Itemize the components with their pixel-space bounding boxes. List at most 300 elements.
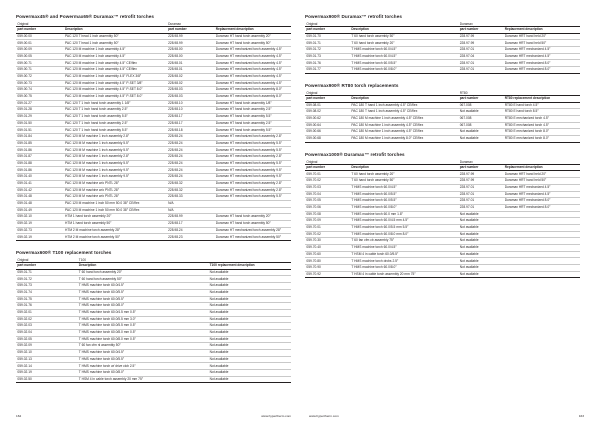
cell-description: PAC 120 M M machine 1 inch assembly 5.5°	[64, 140, 130, 145]
table-row	[305, 67, 580, 74]
cell-replacement-description: Duramax HT mechanized torch assembly 2.8°	[215, 181, 282, 185]
table-row	[16, 100, 291, 107]
table-title: Powermax600® T100 replacement torches	[16, 250, 112, 256]
cell-description: T HMS machine torch 60.0/8.0 mm 0.5°	[78, 330, 136, 335]
cell-replacement-part-number: 228.97.04	[459, 53, 475, 58]
cell-part-number: 059.00.74	[17, 87, 32, 92]
cell-description: T HMS machine torch 60.0/8.0°	[351, 205, 397, 210]
cell-replacement-description: RT80 E mechanized torch 8.0°	[504, 129, 549, 134]
cell-part-number: 059.70.02	[306, 178, 321, 183]
cell-replacement-part-number: 228.98.24	[168, 160, 183, 165]
cell-description: HTM 2 M machine torch assembly 28°	[64, 227, 121, 232]
rt80-table	[305, 91, 580, 143]
column-header-replacement-description: Replacement description	[503, 27, 580, 33]
cell-description: T HSM 4 in cable torch assembly 20 mm 75°	[351, 271, 416, 276]
column-header-replacement-description: RT80 replacement description	[503, 96, 580, 102]
cell-replacement: Not available	[209, 330, 229, 335]
table-row	[305, 218, 580, 225]
table-row	[305, 224, 580, 231]
cell-description: PAC 120 T 1 inch hand torch assembly 5.5°	[64, 114, 128, 119]
table-title: Powermax1000® Duramax™ retrofit torches	[305, 151, 405, 157]
table-row	[16, 269, 291, 276]
cell-replacement-description	[503, 218, 580, 225]
cell-replacement-part-number: Not available	[459, 136, 479, 141]
cell-replacement-description: Duramax HT mechanized torch assembly 8.0°	[215, 94, 282, 99]
cell-description: PAC 120 T 1 inch hand torch assembly 2.5°	[64, 107, 128, 112]
cell-part-number: 059.00.73	[17, 80, 32, 85]
cell-description: PAC 120 M machine 1 inch assembly 4.5° CE/flex	[64, 60, 137, 65]
cell-replacement-part-number: Not available	[459, 218, 479, 223]
cell-replacement: Not available	[209, 303, 229, 308]
cell-description: PAC 120 M machine 1 inch assembly 4.5°	[64, 53, 126, 58]
cell-replacement-description: Duramax HRT mechanized 4.5°	[504, 184, 551, 189]
cell-replacement: Not available	[209, 289, 229, 294]
cell-replacement-part-number: 228.98.24	[168, 134, 183, 139]
cell-replacement: Not available	[209, 283, 229, 288]
cell-description: PAC 180 M machine 1 inch assembly 4.5° CE/flex	[351, 122, 424, 127]
table-body	[305, 102, 580, 142]
group-header-original: Original	[306, 159, 318, 164]
cell-description: T HMS machine torch 60.0/4.5°	[351, 53, 397, 58]
cell-replacement-description: Duramax HRT hand held 20°	[504, 33, 547, 38]
cell-replacement-description	[503, 224, 580, 231]
cell-part-number: 059.00.64	[306, 122, 321, 127]
cell-replacement-description: Duramax HT mechanized torch assembly 5.5°	[215, 147, 282, 152]
cell-description: T HMS machine torch 60.0/4.5°	[78, 283, 125, 288]
cell-replacement-part-number: 228.97.99	[459, 40, 475, 45]
cell-replacement-part-number: 228.97.99	[459, 33, 475, 38]
cell-replacement-description: RT80 E mechanized torch 4.5°	[504, 122, 549, 127]
table-title: Powermax900® Duramax™ retrofit torches	[305, 14, 403, 19]
cell-replacement-part-number: N/A	[168, 201, 174, 206]
cell-replacement-part-number: 228.98.00	[168, 47, 183, 52]
table-block-powermax45-duramax-retrofit	[16, 14, 291, 241]
cell-description: T HMS machine torch w/ drive clcb 2.5°	[78, 363, 136, 368]
cell-part-number: 059.00.71	[17, 67, 32, 72]
cell-part-number: 059.01.48	[17, 201, 32, 206]
table-row	[16, 67, 291, 74]
cell-description: PAC 120 T head 1 inch assembly 50°	[64, 40, 119, 45]
cell-description: PAC 120 M machine 1 inch assembly 4.5° CE/flex	[64, 67, 137, 72]
cell-description: PAC 120 M M machine 1 inch assembly 5.5°	[64, 160, 130, 165]
cell-replacement-description: Duramax HT mechanized torch assembly 5.5°	[215, 160, 282, 165]
cell-replacement-part-number: 228.98.23	[168, 234, 183, 239]
table-row	[16, 303, 291, 310]
footer-left	[16, 414, 291, 418]
cell-replacement-part-number: Not available	[459, 271, 479, 276]
cell-part-number: 059.00.09	[17, 47, 32, 52]
replacement-table	[16, 258, 291, 384]
cell-replacement-part-number: Not available	[459, 225, 479, 230]
table-row	[305, 47, 580, 54]
column-header-replacement-part-number: part number	[458, 165, 503, 171]
cell-part-number: 059.01.70	[306, 33, 321, 38]
table-row	[16, 207, 291, 214]
cell-description: T HMS machine torch 60.0/5.5 mm 3.0°	[78, 316, 136, 321]
table-row	[305, 33, 580, 40]
cell-description: PAC 180 T hand 1 inch assembly 4.5° CE/flex	[351, 109, 418, 114]
column-header-part-number: part number	[305, 165, 350, 171]
cell-replacement-part-number: 228.98.10	[168, 107, 183, 112]
table-row	[16, 87, 291, 94]
cell-description: PAC 180 T hand 1 inch assembly 4.5° CE/flex	[351, 102, 418, 107]
cell-replacement-description: Duramax HRT mechanized 8.0°	[504, 67, 551, 72]
cell-part-number: 059.08.02	[306, 109, 321, 114]
table-row	[16, 154, 291, 161]
cell-replacement: Not available	[209, 370, 229, 375]
column-header-description: Description	[350, 165, 458, 171]
cell-replacement-part-number: 228.97.01	[459, 198, 475, 203]
cell-part-number: 059.01.72	[306, 47, 321, 52]
cell-replacement-part-number: 228.98.02	[168, 80, 183, 85]
column-header-part-number: part number	[305, 27, 350, 33]
table-row	[16, 53, 291, 60]
group-header-original: Original	[306, 90, 318, 95]
cell-part-number: 059.01.77	[306, 67, 321, 72]
table-row	[16, 107, 291, 114]
table-row	[16, 227, 291, 234]
cell-replacement-part-number: 228.98.99	[168, 33, 183, 38]
cell-part-number: 059.01.88	[17, 160, 32, 165]
cell-replacement-part-number: 228.97.99	[459, 171, 475, 176]
cell-part-number: 059.01.73	[17, 283, 32, 288]
cell-part-number: 059.00.62	[306, 116, 321, 121]
cell-part-number: 059.01.28	[17, 107, 32, 112]
cell-replacement-part-number: 228.97.01	[459, 191, 475, 196]
cell-description: T HMS machine torch 60.0/8.0°	[351, 265, 397, 270]
cell-replacement-description: Duramax HRT mechanized 4.5°	[504, 47, 551, 52]
cell-description: T HMS machine torch 60.0/5.5°	[78, 289, 125, 294]
cell-replacement-description: Duramax HT mechanized torch assembly 5.5°	[215, 194, 282, 199]
table-row	[16, 167, 291, 174]
cell-part-number: 059.02.10	[17, 214, 32, 219]
cell-replacement-part-number: 228.98.17	[168, 114, 183, 119]
cell-replacement-description	[214, 207, 291, 214]
cell-description: PAC 120 M machine 1 inch assembly 4.5° P-SET 3/8°	[64, 80, 143, 85]
table-row	[16, 343, 291, 350]
cell-replacement-part-number: 228.97.01	[459, 205, 475, 210]
cell-part-number: 059.70.06	[306, 205, 321, 210]
cell-description: T HMS machine torch 60.0/4.5°	[351, 47, 397, 52]
cell-replacement: Not available	[209, 336, 229, 341]
cell-part-number: 059.01.29	[17, 114, 32, 119]
table-row	[16, 140, 291, 147]
cell-replacement-description: Duramax HT hand torch assembly 50°	[215, 221, 271, 226]
cell-description: T HMS machine torch 60.0 mm 1.8°	[351, 211, 403, 216]
cell-description: T HMS machine torch 60.0/8.0°	[78, 303, 125, 308]
cell-description: PAC 180 M machine 1 inch assembly 4.5° CE/flex	[351, 116, 424, 121]
table-row	[305, 102, 580, 109]
cell-description: PAC 180 M machine 1 inch assembly 8.0° CE/flex	[351, 136, 424, 141]
cell-replacement-description	[503, 245, 580, 252]
cell-replacement-description: Duramax HT mechanized torch assembly 2.8°	[215, 154, 282, 159]
cell-part-number: 059.00.75	[17, 94, 32, 99]
table-row	[16, 60, 291, 67]
cell-part-number: 059.00.71	[17, 60, 32, 65]
cell-replacement-part-number: Not available	[459, 245, 479, 250]
cell-replacement: Not available	[209, 323, 229, 328]
column-header-part-number: part number	[16, 27, 64, 33]
cell-replacement-part-number: 067.008	[459, 102, 472, 107]
cell-part-number: 059.01.27	[17, 100, 32, 105]
cell-replacement-part-number: Not available	[459, 258, 479, 263]
cell-replacement-part-number: 228.98.17	[168, 120, 183, 125]
cell-replacement-part-number: 067.008	[459, 122, 472, 127]
cell-part-number: 059.01.48	[17, 194, 32, 199]
table-body	[16, 269, 291, 383]
cell-part-number: 059.70.09	[306, 218, 321, 223]
retrofit-table	[305, 159, 580, 278]
cell-replacement: Not available	[209, 356, 229, 361]
cell-replacement-part-number: 228.98.24	[168, 140, 183, 145]
column-header-description: Description	[350, 96, 458, 102]
cell-part-number: 059.70.08	[306, 211, 321, 216]
footer-right	[309, 414, 584, 418]
cell-part-number: 059.01.71	[17, 269, 32, 274]
cell-replacement: Not available	[209, 343, 229, 348]
cell-part-number: 059.02.14	[17, 363, 32, 368]
cell-replacement-description: Duramax HRT hand held 50°	[504, 178, 547, 183]
table-row	[16, 194, 291, 201]
table-row	[16, 234, 291, 241]
cell-part-number: 059.70.02	[306, 231, 321, 236]
cell-description: PAC 180 M machine 1 inch assembly 4.5° CE/flex	[351, 129, 424, 134]
cell-part-number: 059.02.01	[17, 310, 32, 315]
cell-description: PAC 120 T 1 inch hand torch assembly 2.5°	[64, 120, 128, 125]
group-header-t100: T100	[78, 257, 87, 262]
cell-part-number: 059.70.01	[306, 225, 321, 230]
cell-part-number: 059.70.04	[306, 191, 321, 196]
table-row	[16, 33, 291, 40]
cell-description: PAC 120 M machine 1 inch assembly 4.5° P-SET 8.0°	[64, 94, 143, 99]
table-row	[16, 80, 291, 87]
column-header-replacement-part-number: part number	[458, 96, 503, 102]
cell-description: T 60 hand torch assembly 20°	[351, 171, 395, 176]
table-row	[305, 258, 580, 265]
cell-replacement: Not available	[209, 296, 229, 301]
cell-part-number: 059.08.01	[306, 102, 321, 107]
table-row	[16, 47, 291, 54]
cell-replacement-part-number: 228.98.24	[168, 154, 183, 159]
cell-description: PAC 120 M machine 1 inch assembly 4.5° P-SET 8.0°	[64, 87, 143, 92]
table-row	[305, 191, 580, 198]
group-header-rt80: RT80	[459, 90, 468, 95]
cell-part-number: 059.01.72	[17, 276, 32, 281]
cell-replacement-description: Duramax HRT mechanized 4.5°	[504, 53, 551, 58]
cell-replacement-description: Duramax HT mechanized torch assembly 2.8°	[215, 134, 282, 139]
cell-replacement-description: Duramax HT mechanized torch assembly 9.5°	[215, 167, 282, 172]
cell-replacement-description: Duramax HT hand torch assembly 5.5°	[215, 127, 272, 132]
cell-replacement-part-number: 228.98.24	[168, 167, 183, 172]
cell-description: T HMS machine torch 60.0/5.5°	[351, 191, 397, 196]
cell-description: PAC 120 M M machine 1 inch assembly 5.5°	[64, 147, 130, 152]
cell-part-number: 059.70.03	[306, 184, 321, 189]
column-header-replacement: T100 replacement description	[208, 263, 291, 269]
column-header-replacement-description: Replacement description	[503, 165, 580, 171]
cell-part-number: 059.70.40	[306, 245, 321, 250]
group-header-duramax: Duramax	[459, 21, 473, 26]
cell-description: HTM 1 hand torch assembly 20°	[64, 214, 112, 219]
cell-replacement-part-number: Not available	[459, 265, 479, 270]
cell-part-number: 059.01.50	[17, 120, 32, 125]
cell-replacement-part-number: 228.98.03	[168, 94, 183, 99]
cell-description: PAC 120 M machine 1 inch assembly 4.5° FLEX 3/8°	[64, 74, 142, 78]
column-header-part-number: part number	[16, 263, 77, 269]
cell-replacement-description	[503, 265, 580, 272]
cell-part-number: 059.00.01	[17, 40, 32, 45]
cell-replacement-part-number: 228.98.24	[168, 147, 183, 152]
table-row	[305, 211, 580, 218]
table-body	[305, 33, 580, 73]
table-row	[305, 178, 580, 185]
table-row	[16, 296, 291, 303]
cell-replacement-description: Duramax HT hand torch assembly 20°	[215, 214, 271, 219]
cell-replacement-description: Duramax HT mechanized torch assembly 5.5°	[215, 140, 282, 145]
group-header-original: Original	[306, 21, 318, 26]
table-row	[16, 113, 291, 120]
cell-description: T HMS machine torch 60.0/4.5°	[78, 350, 125, 355]
cell-replacement-description: Duramax HT mechanized torch assembly 2.8°	[215, 187, 282, 192]
cell-part-number: 059.02.50	[17, 376, 32, 381]
cell-description: T 60 hand torch assembly 50°	[351, 33, 395, 38]
cell-part-number: 059.01.73	[306, 53, 321, 58]
cell-replacement: Not available	[209, 350, 229, 355]
cell-part-number: 059.01.85	[17, 140, 32, 145]
cell-part-number: 059.01.40	[17, 174, 32, 179]
cell-description: T HMS machine torch 60.0/8.0°	[351, 67, 397, 72]
table-row	[16, 336, 291, 343]
cell-part-number: 059.02.05	[17, 336, 32, 341]
table-row	[16, 309, 291, 316]
cell-replacement-part-number: 228.98.02	[168, 74, 183, 78]
cell-part-number: 059.01.51	[17, 127, 32, 132]
cell-replacement-part-number: 228.97.01	[459, 47, 475, 52]
table-row	[305, 115, 580, 122]
cell-part-number: 059.02.73	[17, 227, 32, 232]
table-row	[16, 93, 291, 100]
cell-part-number: 059.00.05	[17, 53, 32, 58]
cell-description: PAC 120 T 1 inch hand torch assembly 5.5°	[64, 127, 128, 132]
cell-part-number: 059.01.74	[17, 289, 32, 294]
cell-description: PAC 120 M M machine 1 inch assembly 2.8°	[64, 134, 130, 139]
cell-replacement-description: Duramax HT mechanized torch assembly 50°	[215, 234, 282, 239]
table-block-powermax600-t100-replacement	[16, 250, 291, 383]
cell-part-number: 059.01.84	[17, 134, 32, 139]
table-row	[305, 184, 580, 191]
column-header-replacement-part-number: part number	[458, 27, 503, 33]
cell-description: T HSM 4 in cable torch 60.0/5.5°	[351, 251, 399, 256]
cell-replacement-description: Duramax HT mechanized torch assembly 4.5°	[215, 60, 282, 65]
cell-replacement-description	[503, 238, 580, 245]
page-number-right: 163	[578, 414, 584, 418]
table-row	[305, 231, 580, 238]
cell-part-number: 059.01.76	[306, 60, 321, 65]
cell-replacement-description: RT80 E mechanized torch 4.5°	[504, 116, 549, 121]
cell-replacement-description: RT80 E hand torch 8.5°	[504, 109, 539, 114]
cell-description: PAC 120 T 1 inch hand torch assembly 1 1/8°	[64, 100, 131, 105]
group-header-original: Original	[17, 257, 29, 262]
group-header-duramax: Duramax	[459, 159, 473, 164]
cell-replacement-description: Duramax HT hand torch assembly 50°	[215, 40, 271, 45]
cell-description: T HMS machine torch 60.0/5.5 mm 0.5°	[78, 323, 136, 328]
cell-replacement-description: Duramax HT mechanized torch assembly 4.5°	[215, 80, 282, 85]
table-block-powermax900-duramax-retrofit	[305, 14, 580, 74]
cell-description: PAC 120 M M machine 1 inch assembly 9.5°	[64, 174, 130, 179]
table-block-powermax1000-duramax-retrofit	[305, 152, 580, 279]
table-row	[16, 187, 291, 194]
page-number-left: 162	[16, 414, 22, 418]
cell-replacement-part-number: 228.98.01	[168, 60, 183, 65]
table-row	[305, 122, 580, 129]
column-header-description: Description	[77, 263, 208, 269]
table-row	[16, 73, 291, 80]
table-row	[16, 147, 291, 154]
footer-url-left: www.hypertherm.com	[261, 414, 291, 418]
table-row	[305, 40, 580, 47]
cell-replacement: Not available	[209, 276, 229, 281]
table-row	[305, 109, 580, 116]
cell-replacement-part-number: 228.98.33	[168, 194, 183, 199]
cell-description: T HMS machine torch 60.0/5.5°	[351, 60, 397, 65]
cell-description: T HMS machine torch 60.0/4.5 mm 0.5°	[78, 310, 136, 315]
cell-description: PAC 120 M machine 1 inch 50 mm 50.0 38° CE/flex	[64, 207, 140, 212]
right-column	[305, 14, 580, 424]
cell-replacement-description: Duramax HT mechanized torch assembly 4.5°	[215, 74, 282, 78]
cell-part-number: 059.02.19	[17, 370, 32, 375]
cell-part-number: 059.00.68	[306, 136, 321, 141]
cell-replacement-description	[503, 271, 580, 278]
table-body	[305, 171, 580, 278]
cell-replacement-description	[503, 211, 580, 218]
cell-replacement-part-number: 228.98.24	[168, 227, 183, 232]
cell-part-number: 059.70.92	[306, 271, 321, 276]
retrofit-table	[16, 22, 291, 241]
cell-replacement-part-number: 228.97.01	[459, 67, 475, 72]
cell-part-number: 059.00.72	[17, 74, 32, 78]
cell-replacement-description: Duramax HT mechanized torch assembly 4.5°	[215, 53, 282, 58]
cell-description: T HMS machine torch 60.0/8.0°	[78, 370, 125, 375]
table-row	[305, 60, 580, 67]
table-row	[305, 245, 580, 252]
cell-part-number: 059.01.75	[17, 296, 32, 301]
cell-part-number: 059.00.00	[17, 33, 32, 38]
cell-description: HTM 1 hand torch assembly 50°	[64, 221, 112, 226]
cell-part-number: 059.70.60	[306, 251, 321, 256]
cell-part-number: 059.70.90	[306, 265, 321, 270]
cell-replacement-description: Duramax HT mechanized torch assembly 4.5°	[215, 67, 282, 72]
cell-replacement-description: Duramax HT mechanized torch assembly 8.0°	[215, 87, 282, 92]
cell-replacement-description: Duramax HT hand torch assembly 2.5°	[215, 107, 272, 112]
cell-replacement-part-number: Not available	[459, 109, 479, 114]
cell-replacement-description: RT80 E hand torch 4.5°	[504, 102, 539, 107]
table-row	[305, 53, 580, 60]
column-header-replacement-part-number: part number	[167, 27, 215, 33]
cell-part-number: 059.01.71	[306, 40, 321, 45]
cell-replacement-part-number: 228.98.24	[168, 174, 183, 179]
cell-part-number: 059.70.01	[306, 171, 321, 176]
group-header-duramax: Duramax	[168, 21, 182, 26]
cell-description: PAC 120 M M machine w/o PNTL 28°	[64, 194, 120, 199]
table-row	[16, 316, 291, 323]
group-header-original: Original	[17, 21, 29, 26]
table-row	[16, 220, 291, 227]
cell-description: T HMS machine torch 60.0/5.5 mm 5.5°	[351, 225, 409, 230]
table-row	[16, 127, 291, 134]
table-row	[305, 251, 580, 258]
cell-description: T 60 hand torch assembly 20°	[78, 269, 122, 274]
table-row	[305, 238, 580, 245]
cell-replacement-description: Duramax HRT mechanized 4.5°	[504, 191, 551, 196]
